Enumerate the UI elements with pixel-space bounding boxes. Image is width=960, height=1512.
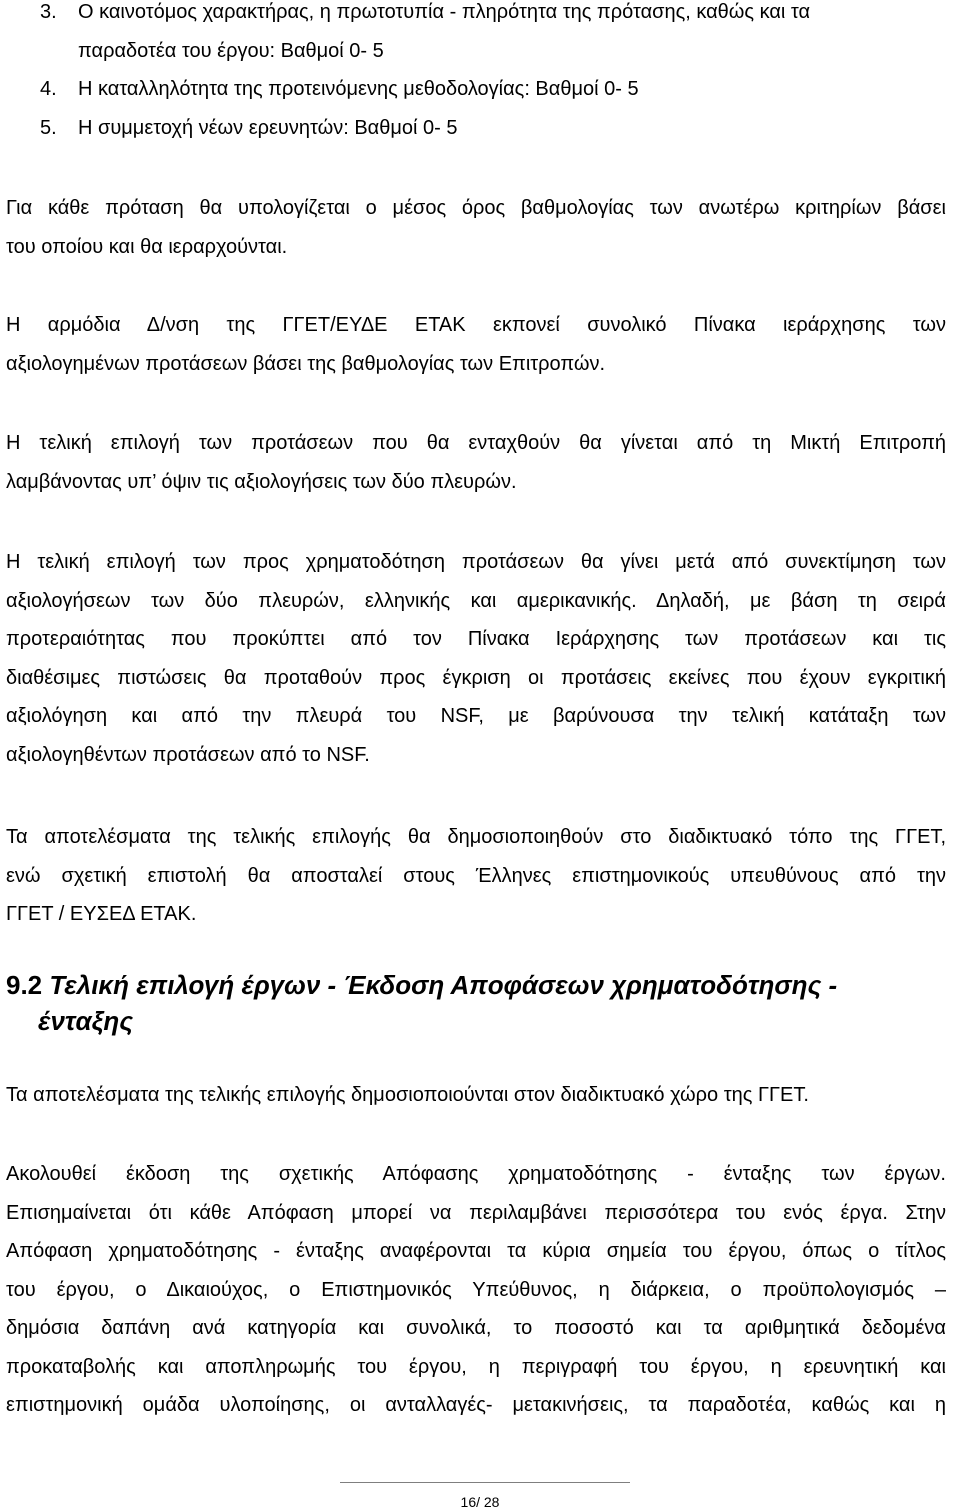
paragraph-line: ΓΓΕΤ / ΕΥΣΕΔ ΕΤΑΚ. <box>6 903 197 925</box>
list-text-line: Η καταλληλότητα της προτεινόμενης μεθοδολογίας: Βαθμοί 0- 5 <box>78 78 639 100</box>
paragraph <box>6 543 946 774</box>
list-number: 3. <box>40 1 57 23</box>
section-title-line: Τελική επιλογή έργων - Έκδοση Αποφάσεων χρηματοδότησης - <box>49 970 838 1000</box>
list-text <box>78 70 639 109</box>
list-text-line: Ο καινοτόμος χαρακτήρας, η πρωτοτυπία - πληρότητα της πρότασης, καθώς και τα <box>78 1 811 23</box>
section-title-line: ένταξης <box>38 1006 134 1036</box>
paragraph <box>6 1076 946 1115</box>
paragraph-line: Ακολουθεί έκδοση της σχετικής Απόφασης χρηματοδότησης - ένταξης των έργων. <box>6 1163 946 1185</box>
page-number: 16/ 28 <box>460 1494 500 1510</box>
paragraph-line: επιστημονική ομάδα υλοποίησης, οι ανταλλαγές- μετακινήσεις, τα παραδοτέα, καθώς και η <box>6 1394 946 1416</box>
paragraph-line: αξιολογηθέντων προτάσεων από το NSF. <box>6 743 370 766</box>
list-item <box>6 70 956 109</box>
list-text-line: Η συμμετοχή νέων ερευνητών: Βαθμοί 0- 5 <box>78 116 458 139</box>
paragraph-line: δημόσια δαπάνη ανά κατηγορία και συνολικά, το ποσοστό και τα αριθμητικά δεδομένα <box>6 1317 946 1339</box>
paragraph-line: λαμβάνοντας υπ’ όψιν τις αξιολογήσεις των δύο πλευρών. <box>6 470 517 493</box>
list-number: 4. <box>40 78 57 100</box>
paragraph-line: προκαταβολής και αποπληρωμής του έργου, η περιγραφή του έργου, η ερευνητική και <box>6 1355 946 1378</box>
paragraph-line: Η αρμόδια Δ/νση της ΓΓΕΤ/ΕΥΔΕ ΕΤΑΚ εκπονεί συνολικό Πίνακα ιεράρχησης των <box>6 314 946 336</box>
criteria-list <box>6 0 956 147</box>
paragraph-line: προτεραιότητας που προκύπτει από τον Πίνακα Ιεράρχησης των προτάσεων και τις <box>6 628 946 650</box>
list-item <box>6 0 956 70</box>
list-number: 5. <box>40 116 57 139</box>
paragraph <box>6 818 946 934</box>
paragraph <box>6 306 946 383</box>
paragraph-line: αξιολόγηση και από την πλευρά του NSF, με βαρύνουσα την τελική κατάταξη των <box>6 705 946 727</box>
paragraph-line: διαθέσιμες πιστώσεις θα προταθούν προς έγκριση οι προτάσεις εκείνες που έχουν εγκριτική <box>6 666 946 689</box>
paragraph <box>6 1155 946 1425</box>
list-item <box>6 109 956 148</box>
paragraph-line: Τα αποτελέσματα της τελικής επιλογής θα δημοσιοποιηθούν στο διαδικτυακό τόπο της ΓΓΕΤ, <box>6 826 946 848</box>
paragraph <box>6 424 946 501</box>
footer-divider <box>340 1482 630 1483</box>
paragraph-line: αξιολογημένων προτάσεων βάσει της βαθμολογίας των Επιτροπών. <box>6 352 606 375</box>
paragraph-line: Απόφαση χρηματοδότησης - ένταξης αναφέρονται τα κύρια σημεία του έργου, όπως ο τίτλος <box>6 1240 946 1262</box>
paragraph-line: Για κάθε πρόταση θα υπολογίζεται ο μέσος όρος βαθμολογίας των ανωτέρω κριτηρίων βάσει <box>6 197 946 219</box>
list-text-line: παραδοτέα του έργου: Βαθμοί 0- 5 <box>78 39 384 62</box>
paragraph-line: Η τελική επιλογή των προς χρηματοδότηση προτάσεων θα γίνει μετά από συνεκτίμηση των <box>6 551 946 573</box>
paragraph-line: αξιολογήσεων των δύο πλευρών, ελληνικής και αμερικανικής. Δηλαδή, με βάση τη σειρά <box>6 589 946 612</box>
section-heading <box>6 967 956 1039</box>
paragraph-line: του οποίου και θα ιεραρχούνται. <box>6 235 288 258</box>
paragraph-line: ενώ σχετική επιστολή θα αποσταλεί στους Έλληνες επιστημονικούς υπευθύνους από την <box>6 864 946 887</box>
section-number: 9.2 <box>6 970 43 1000</box>
list-text <box>78 0 810 70</box>
paragraph-line: του έργου, ο Δικαιούχος, ο Επιστημονικός Υπεύθυνος, η διάρκεια, ο προϋπολογισμός – <box>6 1278 946 1301</box>
paragraph-line: Η τελική επιλογή των προτάσεων που θα ενταχθούν θα γίνεται από τη Μικτή Επιτροπή <box>6 432 946 454</box>
paragraph <box>6 189 946 266</box>
paragraph-line: Επισημαίνεται ότι κάθε Απόφαση μπορεί να περιλαμβάνει περισσότερα του ενός έργα. Στην <box>6 1201 946 1224</box>
list-text <box>78 109 457 148</box>
paragraph-line: Τα αποτελέσματα της τελικής επιλογής δημοσιοποιούνται στον διαδικτυακό χώρο της ΓΓΕΤ. <box>6 1084 809 1106</box>
